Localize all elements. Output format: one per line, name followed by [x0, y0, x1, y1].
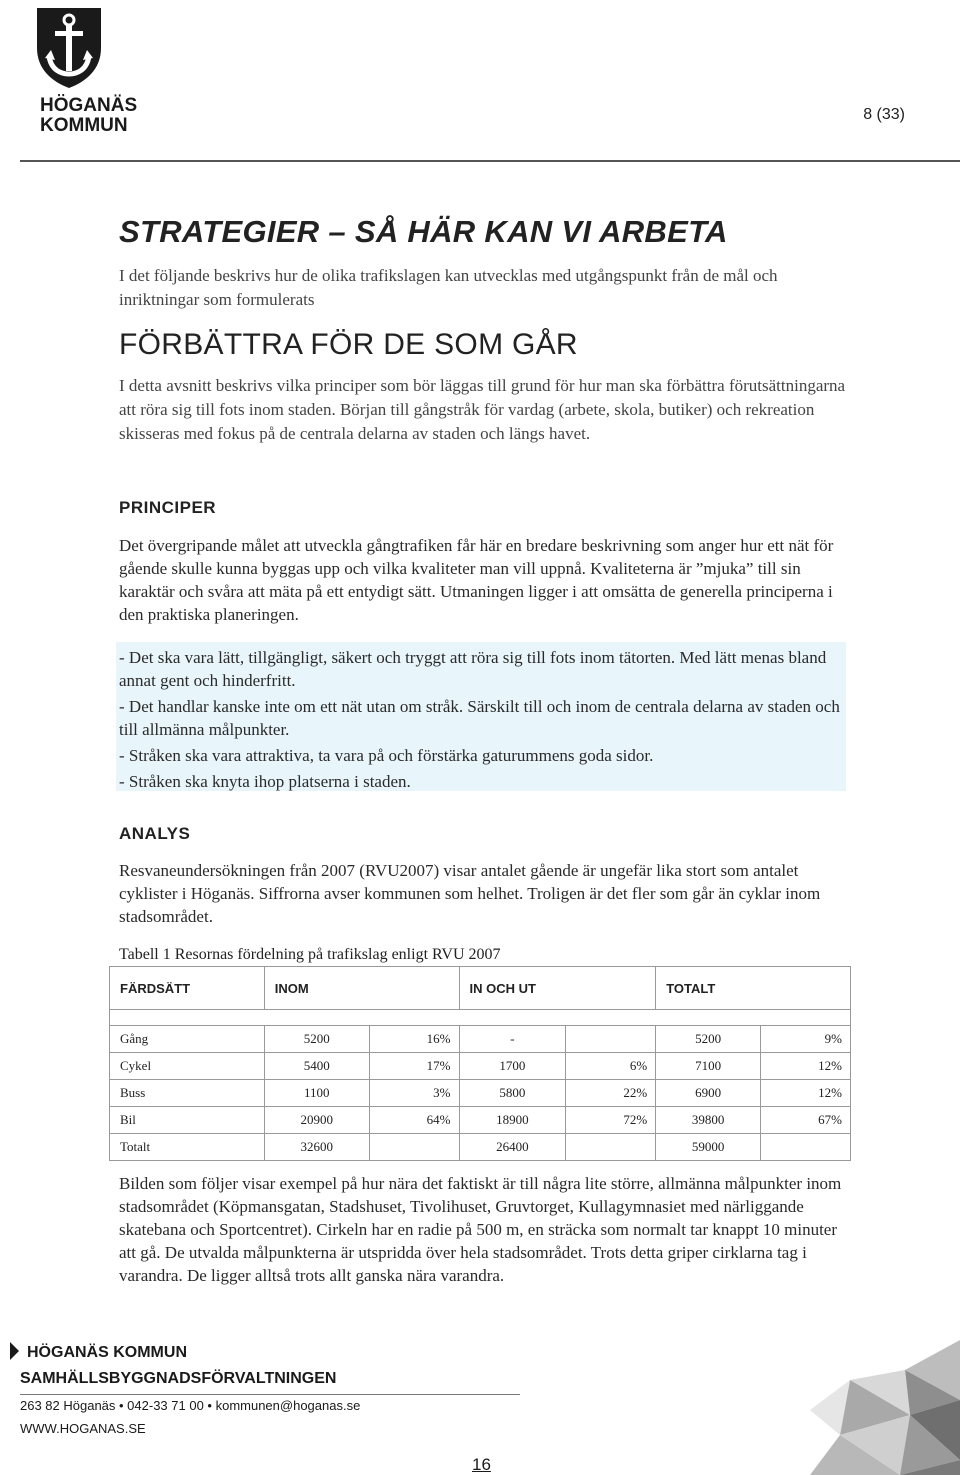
footer-org-name: HÖGANÄS KOMMUN [27, 1344, 187, 1361]
cell-mode: Cykel [110, 1053, 265, 1080]
principles-heading: PRINCIPER [119, 498, 217, 517]
cell-value: - [459, 1026, 566, 1053]
arrow-right-icon [10, 1342, 19, 1360]
column-header: FÄRDSÄTT [110, 967, 265, 1010]
column-header: TOTALT [656, 967, 851, 1010]
cell-percent: 67% [761, 1107, 851, 1134]
cell-percent [761, 1134, 851, 1161]
table-caption: Tabell 1 Resornas fördelning på trafikslag enligt RVU 2007 [119, 946, 501, 963]
table-row [110, 1107, 851, 1134]
table-row [110, 1080, 851, 1107]
principles-paragraph: Det övergripande målet att utveckla gångtrafiken får här en bredare beskrivning som anger hur ett nät för gående skulle kunna byggas upp och vilka kvaliteter man vill uppnå. Kvaliteterna är ”mjuka” till sin karaktär och svåra att mäta på ett entydigt sätt. Utmaningen ligger i att omsätta de generella principerna i den praktiska planeringen. [119, 536, 834, 624]
column-header: INOM [264, 967, 459, 1010]
table-row [110, 1134, 851, 1161]
cell-mode: Buss [110, 1080, 265, 1107]
logo-line-2: KOMMUN [40, 115, 128, 136]
table-header-row [110, 967, 851, 1010]
footer-divider [20, 1394, 520, 1395]
cell-mode: Gång [110, 1026, 265, 1053]
page-title: STRATEGIER – SÅ HÄR KAN VI ARBETA [119, 214, 728, 249]
anchor-crest-icon [33, 4, 105, 90]
header-divider [20, 160, 960, 162]
cell-mode: Bil [110, 1107, 265, 1134]
footer-contact: 263 82 Höganäs • 042-33 71 00 • kommunen@hoganas.se [20, 1398, 361, 1413]
cell-value: 20900 [264, 1107, 369, 1134]
cell-value: 39800 [656, 1107, 761, 1134]
section-heading: FÖRBÄTTRA FÖR DE SOM GÅR [119, 328, 578, 361]
principles-callout [116, 642, 846, 791]
cell-percent: 12% [761, 1053, 851, 1080]
decorative-triangles-graphic [810, 1340, 960, 1475]
cell-value: 1100 [264, 1080, 369, 1107]
cell-value: 7100 [656, 1053, 761, 1080]
cell-percent: 64% [369, 1107, 459, 1134]
cell-percent: 16% [369, 1026, 459, 1053]
footer-department: SAMHÄLLSBYGGNADSFÖRVALTNINGEN [20, 1370, 337, 1387]
principle-bullet: - Det ska vara lätt, tillgängligt, säkert och tryggt att röra sig till fots inom tätorten. Med lätt menas bland annat gent och hinderfritt. [119, 648, 827, 690]
principle-bullet: - Stråken ska vara attraktiva, ta vara på och förstärka gaturummens goda sidor. [119, 746, 654, 765]
analysis-heading: ANALYS [119, 824, 191, 843]
page-number: 8 (33) [863, 106, 905, 123]
cell-value: 5400 [264, 1053, 369, 1080]
travel-mode-table [109, 966, 851, 1161]
cell-percent: 17% [369, 1053, 459, 1080]
logo-line-1: HÖGANÄS [40, 95, 138, 116]
analysis-paragraph: Resvaneundersökningen från 2007 (RVU2007) visar antalet gående är ungefär lika stort som antalet cyklister i Höganäs. Siffrorna avser kommunen som helhet. Troligen är det fler som går än cyklar inom stadsområdet. [119, 861, 821, 926]
closing-paragraph: Bilden som följer visar exempel på hur nära det faktiskt är till några lite större, allmänna målpunkter inom stadsområdet (Köpmansgatan, Stadshuset, Tivolihuset, Gruvtorget, Kullagymnasiet med närliggande skatebana och Sportcentret). Cirkeln har en radie på 500 m, en sträcka som normalt tar knappt 10 minuter att gå. De utvalda målpunkterna är utspridda över hela stadsområdet. Trots detta griper cirklarna tag i varandra. De ligger alltså trots allt ganska nära varandra. [119, 1174, 842, 1285]
kommun-logo [20, 4, 138, 136]
cell-percent: 6% [566, 1053, 656, 1080]
cell-percent: 9% [761, 1026, 851, 1053]
footer-sheet-number: 16 [472, 1455, 491, 1474]
cell-value: 26400 [459, 1134, 566, 1161]
section-paragraph: I detta avsnitt beskrivs vilka principer som bör läggas till grund för hur man ska förbättra förutsättningarna att röra sig till fots inom staden. Början till gångstråk för vardag (arbete, skola, butiker) och rekreation skisseras med fokus på de centrala delarna av staden och längs havet. [119, 376, 846, 443]
cell-percent: 72% [566, 1107, 656, 1134]
cell-percent [566, 1134, 656, 1161]
cell-value: 5200 [656, 1026, 761, 1053]
footer-website: WWW.HOGANAS.SE [20, 1421, 146, 1436]
cell-mode: Totalt [110, 1134, 265, 1161]
table-row [110, 1026, 851, 1053]
principle-bullet: - Stråken ska knyta ihop platserna i staden. [119, 772, 411, 791]
cell-percent: 12% [761, 1080, 851, 1107]
table-spacer [110, 1010, 851, 1026]
intro-paragraph: I det följande beskrivs hur de olika trafikslagen kan utvecklas med utgångspunkt från de mål och inriktningar som formulerats [119, 266, 778, 309]
table-row [110, 1053, 851, 1080]
column-header: IN OCH UT [459, 967, 656, 1010]
footer-organization [10, 1342, 187, 1362]
cell-value: 1700 [459, 1053, 566, 1080]
cell-value: 6900 [656, 1080, 761, 1107]
cell-value: 18900 [459, 1107, 566, 1134]
cell-percent: 3% [369, 1080, 459, 1107]
cell-value: 59000 [656, 1134, 761, 1161]
cell-percent [566, 1026, 656, 1053]
cell-value: 5800 [459, 1080, 566, 1107]
cell-percent: 22% [566, 1080, 656, 1107]
cell-percent [369, 1134, 459, 1161]
principle-bullet: - Det handlar kanske inte om ett nät utan om stråk. Särskilt till och inom de centrala delarna av staden och till allmänna målpunkter. [119, 697, 840, 739]
cell-value: 32600 [264, 1134, 369, 1161]
cell-value: 5200 [264, 1026, 369, 1053]
